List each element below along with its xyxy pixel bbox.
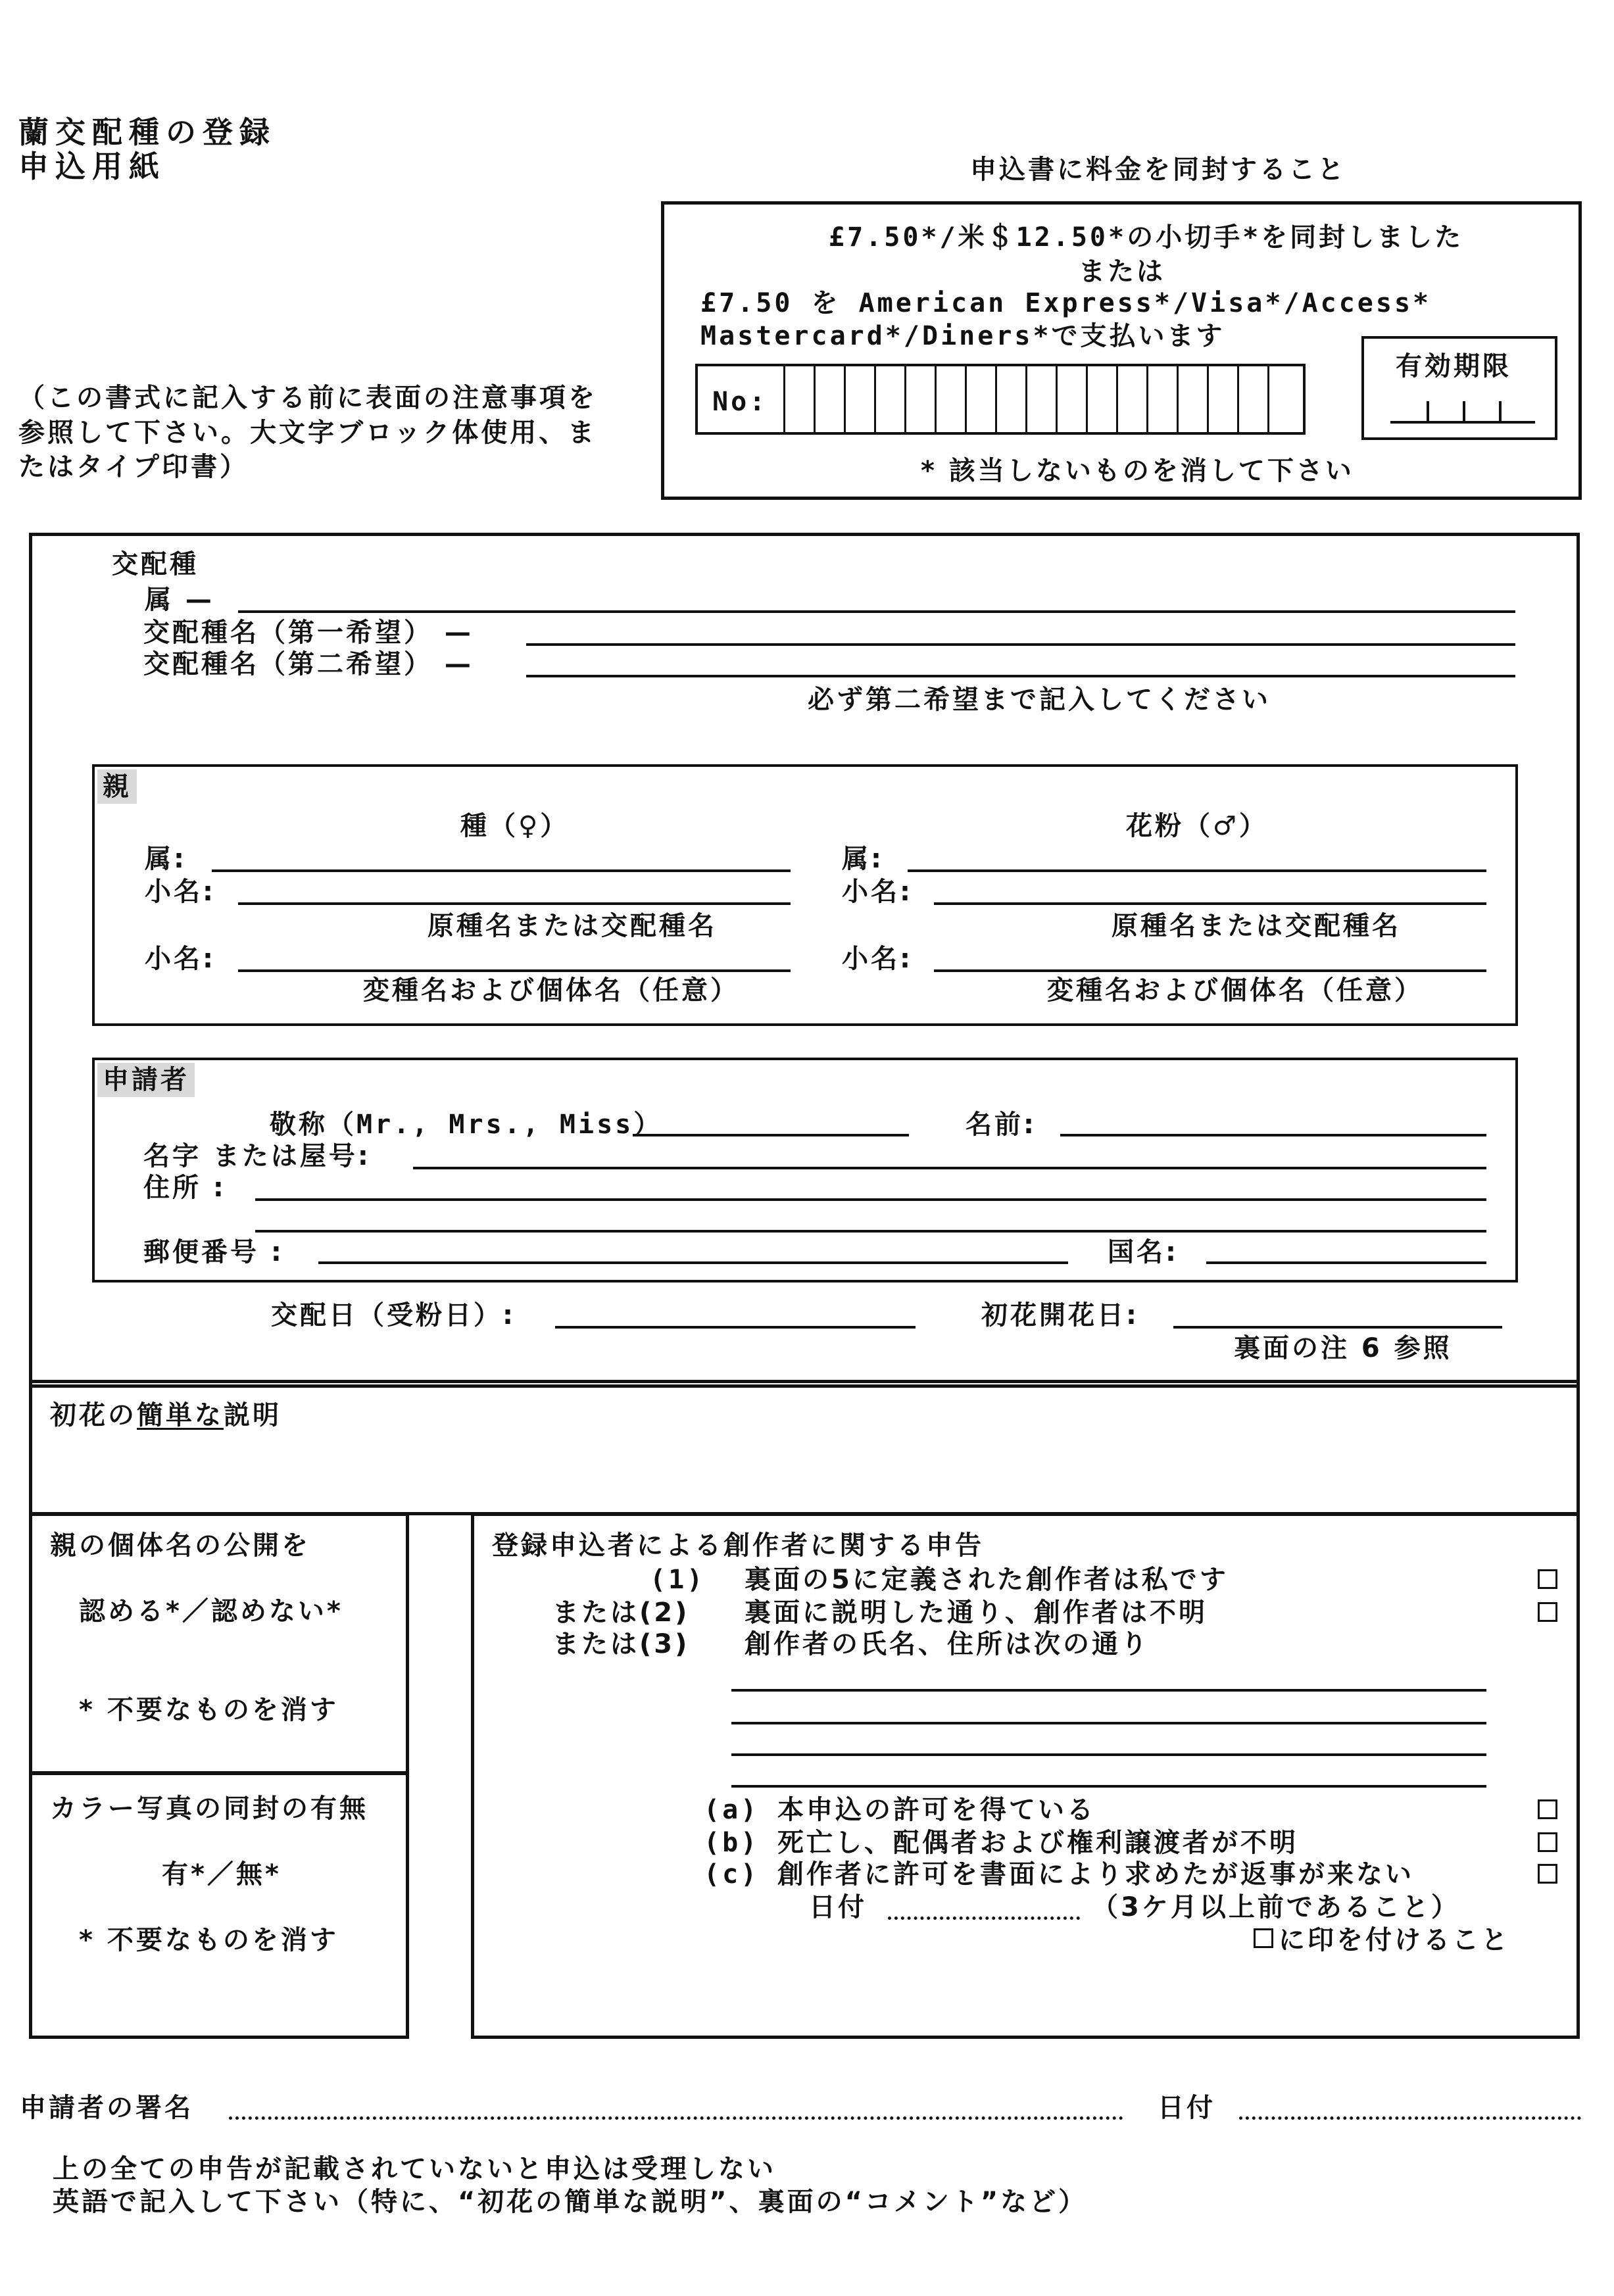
honorific-line[interactable] xyxy=(633,1134,909,1136)
seed-variety-note: 変種名および個体名（任意） xyxy=(363,975,739,1006)
signature-date-label: 日付 xyxy=(1158,2093,1215,2123)
seed-genus-line[interactable] xyxy=(212,869,791,872)
postcode-line[interactable] xyxy=(318,1261,1068,1264)
originator-c-num: (c) xyxy=(704,1859,760,1890)
signature-date-line[interactable] xyxy=(1239,2116,1581,2120)
description-suffix: 説明 xyxy=(224,1400,281,1430)
pollen-species-note: 原種名または交配種名 xyxy=(1112,911,1401,941)
signature-label: 申請者の署名 xyxy=(20,2093,193,2123)
pollen-parent-title: 花粉（♂） xyxy=(1126,811,1268,841)
description-underlined: 簡単な xyxy=(137,1400,224,1430)
postcode-label: 郵便番号 : xyxy=(143,1237,284,1267)
signature-line[interactable] xyxy=(229,2116,1123,2120)
pollen-variety-note: 変種名および個体名（任意） xyxy=(1047,975,1423,1006)
check-note-icon xyxy=(1254,1928,1273,1948)
pollen-variety-label: 小名: xyxy=(842,944,913,974)
seed-epithet-label: 小名: xyxy=(145,877,216,907)
surname-label: 名字 または屋号: xyxy=(143,1141,371,1171)
publication-heading: 親の個体名の公開を xyxy=(50,1530,310,1561)
hybrid-first-choice-line[interactable] xyxy=(526,643,1515,646)
originator-c-text: 創作者に許可を書面により求めたが返事が来ない xyxy=(777,1859,1414,1890)
country-label: 国名: xyxy=(1108,1237,1179,1267)
originator-a-text: 本申込の許可を得ている xyxy=(777,1795,1096,1825)
address-line-1[interactable] xyxy=(255,1198,1486,1201)
originator-opt2-checkbox[interactable] xyxy=(1538,1602,1557,1622)
originator-heading: 登録申込者による創作者に関する申告 xyxy=(492,1530,984,1561)
first-name-label: 名前: xyxy=(966,1110,1037,1140)
first-name-line[interactable] xyxy=(1060,1134,1486,1136)
cross-date-line[interactable] xyxy=(555,1326,916,1329)
originator-date-line[interactable] xyxy=(888,1917,1080,1920)
seed-species-note: 原種名または交配種名 xyxy=(428,911,717,941)
hybrid-note: 必ず第二希望まで記入してください xyxy=(808,685,1271,715)
card-number-field[interactable] xyxy=(695,364,1306,435)
payment-box xyxy=(661,201,1582,500)
originator-opt2-text: 裏面に説明した通り、創作者は不明 xyxy=(745,1598,1208,1628)
description-prefix: 初花の xyxy=(50,1400,137,1430)
card-number-label: No: xyxy=(712,387,768,417)
originator-name-line-3[interactable] xyxy=(731,1753,1486,1756)
pollen-genus-label: 属: xyxy=(842,844,884,874)
seed-variety-line[interactable] xyxy=(238,969,791,972)
payment-note: * 該当しないものを消して下さい xyxy=(921,456,1354,486)
cross-date-label: 交配日（受粉日）: xyxy=(271,1300,516,1331)
originator-opt2-num: または(2) xyxy=(552,1598,690,1628)
originator-date-label: 日付 xyxy=(809,1892,867,1922)
hybrid-heading: 交配種 xyxy=(112,549,199,579)
form-title-line2: 申込用紙 xyxy=(18,149,166,184)
footer-line2: 英語で記入して下さい（特に、“初花の簡単な説明”、裏面の“コメント”など） xyxy=(53,2187,1088,2217)
hybrid-second-choice-label: 交配種名（第二希望） — xyxy=(143,649,474,679)
originator-opt3-num: または(3) xyxy=(552,1629,690,1659)
dates-note: 裏面の注 6 参照 xyxy=(1234,1333,1452,1363)
photo-note: * 不要なものを消す xyxy=(79,1925,339,1955)
first-flower-label: 初花開花日: xyxy=(981,1300,1139,1331)
pollen-genus-line[interactable] xyxy=(908,869,1486,872)
instructions-line2: 参照して下さい。大文字ブロック体使用、ま xyxy=(18,418,597,448)
pollen-epithet-line[interactable] xyxy=(934,902,1486,905)
honorific-label: 敬称（Mr., Mrs., Miss） xyxy=(270,1110,663,1140)
hybrid-genus-line[interactable] xyxy=(238,610,1515,613)
originator-b-num: (b) xyxy=(704,1828,760,1858)
hybrid-first-choice-label: 交配種名（第一希望） — xyxy=(143,618,474,648)
footer-line1: 上の全ての申告が記載されていないと申込は受理しない xyxy=(53,2154,776,2184)
seed-variety-label: 小名: xyxy=(145,944,216,974)
originator-check-note: に印を付けること xyxy=(1279,1925,1510,1955)
pollen-epithet-label: 小名: xyxy=(842,877,913,907)
form-title-line1: 蘭交配種の登録 xyxy=(18,114,276,150)
expiry-label: 有効期限 xyxy=(1396,351,1511,381)
surname-line[interactable] xyxy=(413,1167,1486,1169)
applicant-heading: 申請者 xyxy=(97,1063,195,1097)
originator-opt3-text: 創作者の氏名、住所は次の通り xyxy=(745,1629,1150,1659)
hybrid-genus-label: 属 — xyxy=(145,585,214,615)
instructions-line3: たはタイプ印書） xyxy=(18,452,249,482)
originator-opt1-checkbox[interactable] xyxy=(1538,1569,1557,1589)
country-line[interactable] xyxy=(1206,1261,1486,1264)
hybrid-second-choice-line[interactable] xyxy=(526,675,1515,677)
expiry-field[interactable] xyxy=(1361,336,1557,440)
originator-b-checkbox[interactable] xyxy=(1538,1832,1557,1852)
originator-opt1-num: (1) xyxy=(650,1565,706,1595)
seed-epithet-line[interactable] xyxy=(238,902,791,905)
seed-genus-label: 属: xyxy=(145,844,187,874)
publication-note: * 不要なものを消す xyxy=(79,1695,339,1725)
payment-line1: £7.50*/米＄12.50*の小切手*を同封しました xyxy=(829,222,1464,253)
payment-heading: 申込書に料金を同封すること xyxy=(970,155,1346,185)
payment-line3: £7.50 を American Express*/Visa*/Access* xyxy=(700,288,1432,318)
instructions-line1: （この書式に記入する前に表面の注意事項を xyxy=(18,383,597,413)
address-label: 住所 : xyxy=(143,1173,226,1203)
originator-date-note: （3ケ月以上前であること） xyxy=(1092,1892,1460,1922)
originator-a-checkbox[interactable] xyxy=(1538,1799,1557,1819)
first-flower-line[interactable] xyxy=(1173,1326,1502,1329)
payment-line2: または xyxy=(1079,256,1165,287)
payment-line4: Mastercard*/Diners*で支払います xyxy=(700,321,1225,351)
originator-opt1-text: 裏面の5に定義された創作者は私です xyxy=(745,1565,1229,1595)
originator-name-line-1[interactable] xyxy=(731,1689,1486,1692)
originator-name-line-4[interactable] xyxy=(731,1785,1486,1788)
originator-name-line-2[interactable] xyxy=(731,1722,1486,1724)
parents-heading: 親 xyxy=(97,769,137,804)
originator-c-checkbox[interactable] xyxy=(1538,1864,1557,1884)
pollen-variety-line[interactable] xyxy=(934,969,1486,972)
photo-heading: カラー写真の同封の有無 xyxy=(50,1794,368,1824)
address-line-2[interactable] xyxy=(255,1230,1486,1233)
seed-parent-title: 種（♀） xyxy=(460,811,570,841)
photo-options[interactable]: 有*／無* xyxy=(162,1859,281,1890)
originator-b-text: 死亡し、配偶者および権利譲渡者が不明 xyxy=(777,1828,1298,1858)
publication-options[interactable]: 認める*／認めない* xyxy=(79,1596,343,1626)
originator-a-num: (a) xyxy=(704,1795,760,1825)
description-label xyxy=(50,1402,281,1429)
